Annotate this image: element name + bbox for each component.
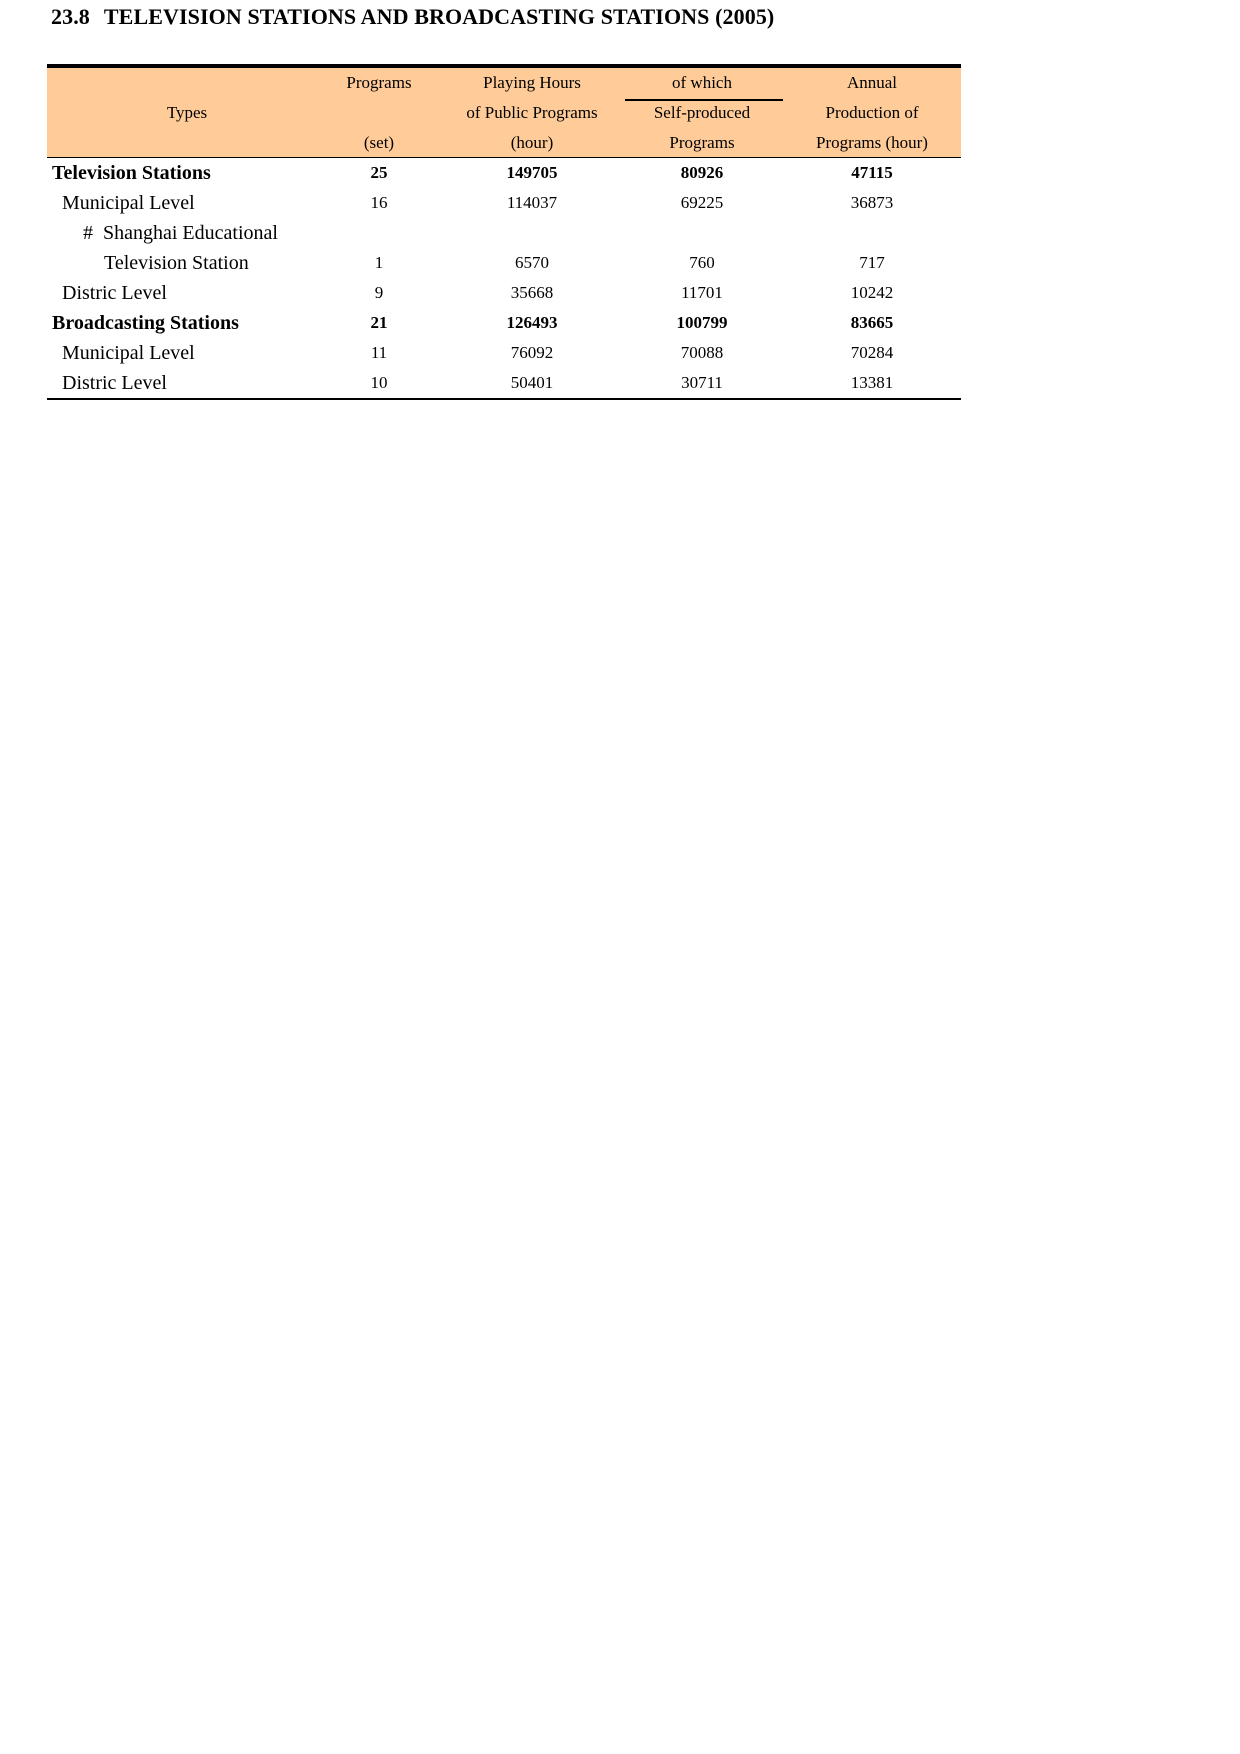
cell-programs: 1 <box>374 253 384 272</box>
row-type: Television Station <box>104 252 249 274</box>
cell-programs: 21 <box>370 313 388 332</box>
cell-self-produced: 69225 <box>680 193 724 212</box>
cell-programs: 11 <box>370 343 388 362</box>
header-self-produced: of which Self-produced Programs <box>627 68 777 158</box>
table-row <box>47 278 961 308</box>
cell-playing-hours: 35668 <box>510 283 554 302</box>
table-row <box>47 308 961 338</box>
cell-playing-hours: 126493 <box>506 313 558 332</box>
cell-programs: 16 <box>370 193 388 212</box>
header-types: Types <box>166 103 208 122</box>
cell-playing-hours: 114037 <box>506 193 558 212</box>
table-row <box>47 368 961 398</box>
row-type: Municipal Level <box>62 192 195 214</box>
cell-self-produced: 760 <box>689 253 715 272</box>
cell-self-produced: 11701 <box>681 283 723 302</box>
header-programs: Programs (set) <box>346 73 412 152</box>
header-playing-hours: Playing Hours of Public Programs (hour) <box>466 73 598 152</box>
row-type: Broadcasting Stations <box>52 312 239 334</box>
row-type: Distric Level <box>62 372 167 394</box>
row-type: # Shanghai Educational <box>83 222 278 244</box>
row-type: Municipal Level <box>62 342 195 364</box>
cell-annual: 47115 <box>851 163 893 182</box>
table-title: TELEVISION STATIONS AND BROADCASTING STATIONS (2005) <box>103 4 775 29</box>
cell-self-produced: 100799 <box>676 313 728 332</box>
cell-programs: 9 <box>374 283 384 302</box>
cell-self-produced: 30711 <box>681 373 723 392</box>
cell-playing-hours: 6570 <box>515 253 549 272</box>
cell-annual: 13381 <box>850 373 894 392</box>
cell-annual: 70284 <box>850 343 894 362</box>
header-of-which: of which <box>672 73 732 92</box>
cell-playing-hours: 76092 <box>510 343 554 362</box>
stations-table <box>47 64 961 400</box>
page-title <box>51 4 774 30</box>
cell-playing-hours: 50401 <box>510 373 554 392</box>
cell-self-produced: 70088 <box>680 343 724 362</box>
cell-programs: 10 <box>370 373 388 392</box>
table-row <box>47 338 961 368</box>
cell-annual: 10242 <box>850 283 894 302</box>
cell-annual: 83665 <box>850 313 894 332</box>
header-annual-production: Annual Production of Programs (hour) <box>816 73 928 152</box>
cell-annual: 717 <box>859 253 885 272</box>
cell-annual: 36873 <box>850 193 894 212</box>
cell-playing-hours: 149705 <box>506 163 558 182</box>
row-type: Distric Level <box>62 282 167 304</box>
cell-programs: 25 <box>370 163 388 182</box>
table-row <box>47 188 961 218</box>
table-row <box>47 248 961 278</box>
table-row <box>47 158 961 188</box>
table-number: 23.8 <box>51 4 90 29</box>
table-row <box>47 218 961 248</box>
row-type: Television Stations <box>52 162 211 184</box>
table-header <box>47 68 961 158</box>
of-which-rule <box>625 99 783 101</box>
table-bottom-rule <box>47 398 961 400</box>
cell-self-produced: 80926 <box>680 163 724 182</box>
